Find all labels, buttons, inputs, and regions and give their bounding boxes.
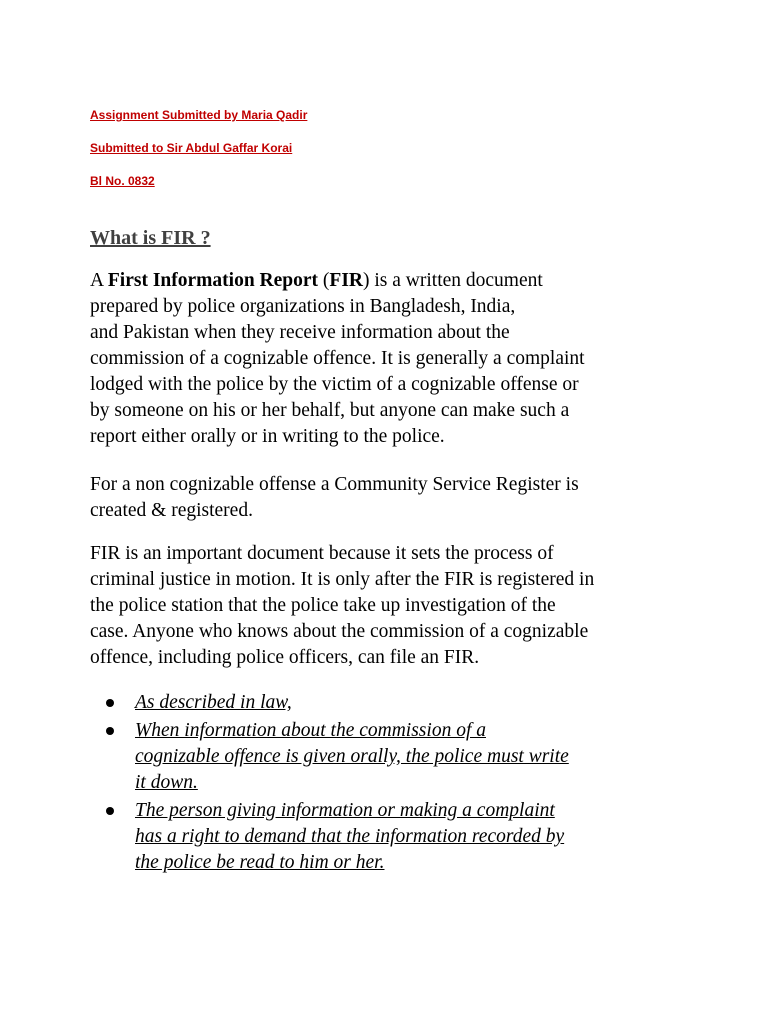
bullet-line: When information about the commission of a	[135, 720, 486, 741]
list-item	[90, 690, 670, 716]
paragraph-line: criminal justice in motion. It is only after the FIR is registered in	[90, 569, 595, 590]
list-item	[90, 798, 670, 876]
paren-open-text: (	[318, 270, 330, 291]
paragraph-line: report either orally or in writing to the police.	[90, 426, 445, 447]
paragraph-line: For a non cognizable offense a Community Service Register is	[90, 474, 579, 495]
section-heading: What is FIR ?	[90, 227, 211, 249]
paragraph-line: by someone on his or her behalf, but anyone can make such a	[90, 400, 570, 421]
submitted-to-line: Submitted to Sir Abdul Gaffar Korai	[90, 141, 293, 155]
paragraph-line: the police station that the police take up investigation of the	[90, 595, 556, 616]
bullet-line: The person giving information or making a complaint	[135, 800, 555, 821]
term-first-information-report: First Information Report	[107, 270, 319, 291]
paragraph-line: prepared by police organizations in Bangladesh, India,	[90, 296, 516, 317]
bullet-line: cognizable offence is given orally, the police must write	[135, 746, 569, 767]
submitted-by-line: Assignment Submitted by Maria Qadir	[90, 108, 308, 122]
line-rest-text: ) is a written document	[363, 270, 543, 291]
bl-number-line: Bl No. 0832	[90, 174, 155, 188]
bullet-line: the police be read to him or her.	[135, 852, 385, 873]
paragraph-line: case. Anyone who knows about the commission of a cognizable	[90, 621, 589, 642]
bullet-list	[90, 690, 670, 876]
paragraph-line: and Pakistan when they receive information about the	[90, 322, 510, 343]
bullet-line: has a right to demand that the information recorded by	[135, 826, 565, 847]
paragraph-line: commission of a cognizable offence. It is generally a complaint	[90, 348, 585, 369]
paragraph-non-cognizable	[90, 472, 670, 524]
paragraph-line: offence, including police officers, can file an FIR.	[90, 647, 480, 668]
paragraph-line: lodged with the police by the victim of a cognizable offense or	[90, 374, 579, 395]
paragraph-line: FIR is an important document because it sets the process of	[90, 543, 554, 564]
bullet-dot-icon	[106, 807, 114, 815]
bullet-line: it down.	[135, 772, 198, 793]
bullet-dot-icon	[106, 699, 114, 707]
paragraph-importance	[90, 541, 670, 671]
paragraph-line: created & registered.	[90, 500, 253, 521]
list-item	[90, 718, 670, 796]
paragraph-line	[90, 268, 670, 294]
paragraph-definition	[90, 268, 670, 450]
term-fir: FIR	[329, 270, 363, 291]
bullet-dot-icon	[106, 727, 114, 735]
article-text: A	[90, 270, 108, 291]
bullet-line: As described in law,	[135, 692, 292, 713]
